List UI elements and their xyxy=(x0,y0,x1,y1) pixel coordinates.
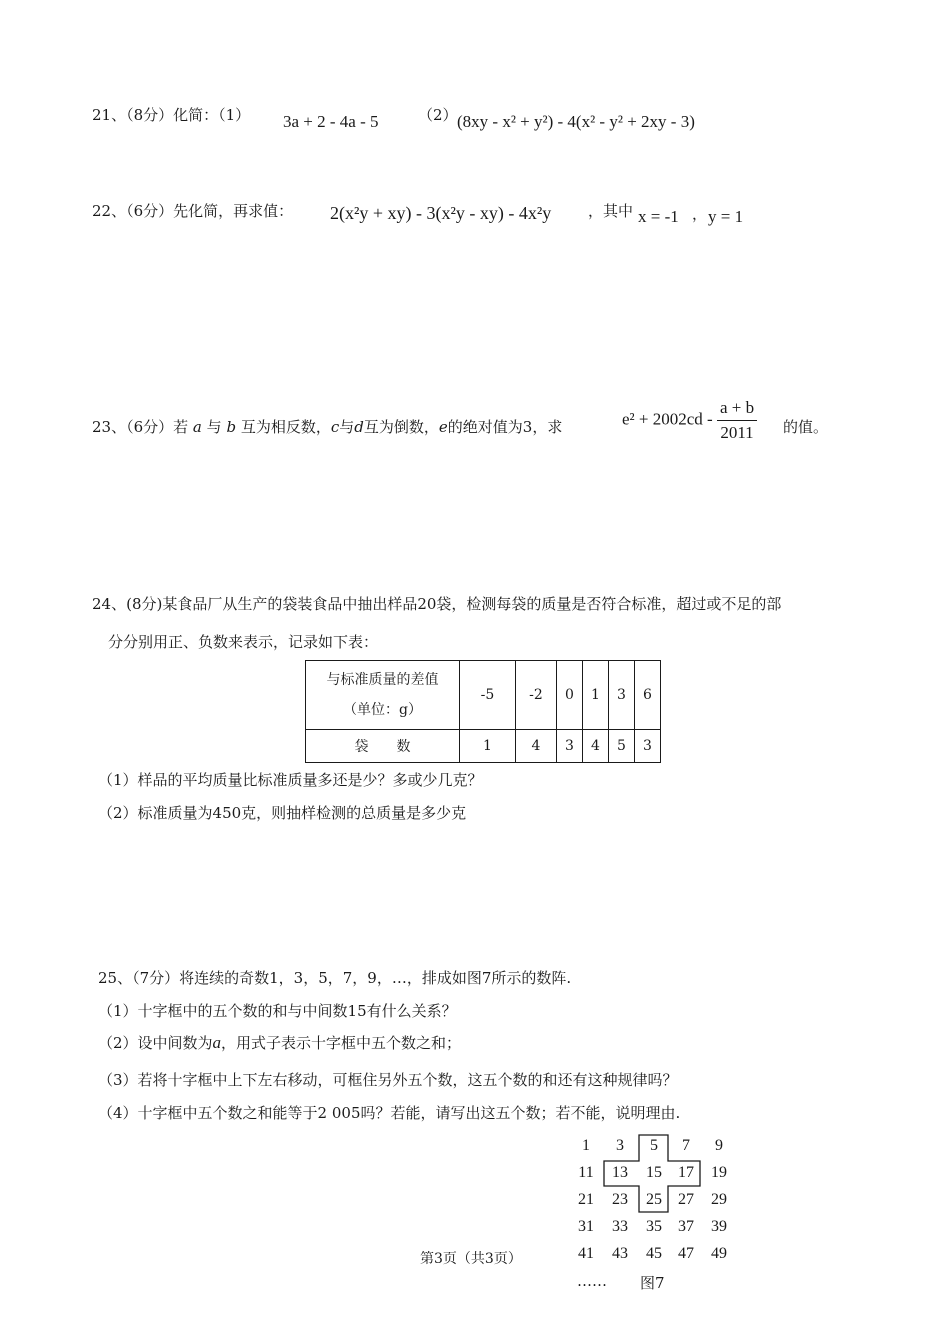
grid-number: 13 xyxy=(612,1164,628,1181)
q23-fraction xyxy=(717,398,757,443)
table-cell-count: 4 xyxy=(516,730,557,763)
grid-number: 31 xyxy=(578,1218,594,1235)
q23-var-b: b xyxy=(226,418,237,436)
q24-line1: 24、(8分)某食品厂从生产的袋装食品中抽出样品20袋，检测每袋的质量是否符合标准，超过或不足的部 xyxy=(92,595,782,613)
grid-number: 15 xyxy=(646,1164,662,1181)
q25-sub1: （1）十字框中的五个数的和与中间数15有什么关系？ xyxy=(98,1002,457,1020)
q21-expr1: 3a + 2 - 4a - 5 xyxy=(283,112,379,131)
q23-expr-left: e² + 2002cd - xyxy=(622,409,713,429)
q22-separator: ， xyxy=(692,205,708,223)
page-footer: 第3页（共3页） xyxy=(420,1251,522,1267)
grid-number: 27 xyxy=(678,1191,694,1208)
q23-tail: 的值。 xyxy=(783,418,829,436)
q22-y-value: y = 1 xyxy=(708,207,744,226)
table-row-diff xyxy=(306,661,661,730)
grid-number: 5 xyxy=(650,1137,658,1154)
table-cell-diff: -2 xyxy=(516,661,557,730)
grid-number: 35 xyxy=(646,1218,662,1235)
q22-label: 22、（6分）先化简，再求值： xyxy=(92,202,294,220)
q25-sub2-var: a xyxy=(212,1033,222,1052)
grid-number: 7 xyxy=(682,1137,690,1154)
q22-where: ，其中 xyxy=(588,202,634,220)
q23-text-part1: 23、（6分）若 xyxy=(92,418,189,436)
q21-expr2: (8xy - x² + y²) - 4(x² - y² + 2xy - 3) xyxy=(457,112,695,131)
grid-number: 39 xyxy=(711,1218,727,1235)
grid-number: 45 xyxy=(646,1245,662,1262)
grid-number: 41 xyxy=(578,1245,594,1262)
q23-var-a: a xyxy=(192,418,202,436)
q25-sub2-b: ，用式子表示十字框中五个数之和； xyxy=(221,1034,462,1052)
grid-number: 29 xyxy=(711,1191,727,1208)
grid-number: 43 xyxy=(612,1245,628,1262)
table-row-count xyxy=(306,730,661,763)
table-cell-diff: 3 xyxy=(609,661,635,730)
q23-var-c: c xyxy=(330,418,340,436)
grid-number: 33 xyxy=(612,1218,628,1235)
q23-fraction-numerator: a + b xyxy=(717,398,757,421)
q25-sub2-a: （2）设中间数为 xyxy=(98,1034,213,1052)
grid-number: 1 xyxy=(582,1137,590,1154)
q22-expr: 2(x²y + xy) - 3(x²y - xy) - 4x²y xyxy=(330,203,552,223)
q24-sub1: （1）样品的平均质量比标准质量多还是少？多或少几克？ xyxy=(98,771,483,789)
q23-text-part2: 互为相反数， xyxy=(240,418,331,436)
q21-label: 21、（8分）化简：（1） xyxy=(92,106,251,124)
table-cell-count: 4 xyxy=(583,730,609,763)
q25-sub3: （3）若将十字框中上下左右移动，可框住另外五个数，这五个数的和还有这种规律吗？ xyxy=(98,1071,678,1089)
q22-x-value: x = -1 xyxy=(638,207,679,226)
q23-text-yu2: 与 xyxy=(339,418,355,436)
q24-data-table xyxy=(305,660,661,763)
figure7-label: 图7 xyxy=(640,1274,665,1292)
table-cell-count: 3 xyxy=(557,730,583,763)
q23-var-e: e xyxy=(438,418,448,436)
q23-text-yu1: 与 xyxy=(206,418,222,436)
grid-number: 37 xyxy=(678,1218,694,1235)
figure7-ellipsis: …… xyxy=(577,1272,607,1290)
table-header-diff xyxy=(306,661,460,730)
table-header-count: 袋 数 xyxy=(306,730,460,763)
q24-sub2: （2）标准质量为450克，则抽样检测的总质量是多少克 xyxy=(98,804,467,822)
q25-sub4: （4）十字框中五个数之和能等于2 005吗？若能，请写出这五个数；若不能，说明理由. xyxy=(98,1104,681,1122)
q21-part2-label: （2） xyxy=(418,106,458,124)
q25-sub2 xyxy=(98,1032,461,1053)
grid-number: 19 xyxy=(711,1164,727,1181)
grid-number: 11 xyxy=(578,1164,594,1181)
table-cell-diff: 6 xyxy=(635,661,661,730)
q23-text-part3: 互为倒数， xyxy=(363,418,439,436)
grid-number: 23 xyxy=(612,1191,628,1208)
table-cell-count: 3 xyxy=(635,730,661,763)
table-header-line1: 与标准质量的差值 xyxy=(326,672,439,688)
table-cell-diff: 0 xyxy=(557,661,583,730)
q23-text-part4: 的绝对值为3，求 xyxy=(447,418,563,436)
grid-number: 49 xyxy=(711,1245,727,1262)
grid-number: 47 xyxy=(678,1245,694,1262)
table-cell-count: 1 xyxy=(460,730,516,763)
q23-var-d: d xyxy=(354,418,364,436)
table-cell-diff: 1 xyxy=(583,661,609,730)
grid-number: 25 xyxy=(646,1191,662,1208)
q25-line1: 25、（7分）将连续的奇数1，3，5，7，9，…，排成如图7所示的数阵. xyxy=(98,969,572,987)
q23-expression xyxy=(622,398,757,443)
grid-number: 21 xyxy=(578,1191,594,1208)
table-header-line2: （单位：g） xyxy=(343,702,422,718)
q23-text xyxy=(92,416,562,437)
table-cell-diff: -5 xyxy=(460,661,516,730)
grid-number: 9 xyxy=(715,1137,723,1154)
q23-fraction-denominator: 2011 xyxy=(720,423,754,442)
table-cell-count: 5 xyxy=(609,730,635,763)
q24-line2: 分分别用正、负数来表示，记录如下表： xyxy=(108,633,379,651)
grid-number: 3 xyxy=(616,1137,624,1154)
grid-number: 17 xyxy=(678,1164,694,1181)
figure7-number-grid xyxy=(571,1133,741,1273)
